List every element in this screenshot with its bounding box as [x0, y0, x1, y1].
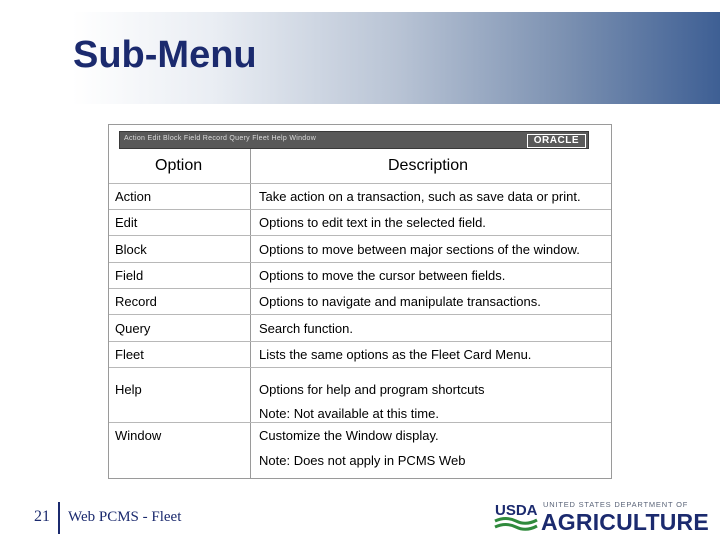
option-block: Block	[115, 242, 147, 257]
description-field: Options to move the cursor between fields.	[259, 268, 506, 283]
description-help: Options for help and program shortcuts	[259, 382, 485, 397]
row-divider	[109, 235, 611, 236]
slide-number: 21	[34, 508, 50, 525]
option-window: Window	[115, 428, 162, 443]
option-fleet: Fleet	[115, 347, 144, 362]
option-query: Query	[115, 321, 151, 336]
row-divider	[109, 288, 611, 289]
option-record: Record	[115, 294, 157, 309]
description-query: Search function.	[259, 321, 353, 336]
usda-logo-text: USDA	[495, 502, 538, 519]
note-label: Note	[259, 406, 287, 421]
option-field: Field	[115, 268, 144, 283]
option-action: Action	[115, 189, 152, 204]
menu-bar-items: Action Edit Block Field Record Query Fleet Help Window	[124, 135, 317, 142]
header-description: Description	[388, 157, 469, 174]
note-text: : Not available at this time.	[286, 406, 439, 421]
description-fleet: Lists the same options as the Fleet Card Menu.	[259, 347, 532, 362]
row-divider	[109, 422, 611, 423]
note-label: Note	[259, 453, 287, 468]
description-block: Options to move between major sections of the window.	[259, 242, 580, 257]
oracle-menu-bar-image	[119, 131, 589, 149]
description-action: Take action on a transaction, such as save data or print.	[259, 189, 581, 204]
note-help	[259, 406, 439, 421]
note-window	[259, 453, 465, 468]
option-edit: Edit	[115, 215, 138, 230]
row-divider	[109, 341, 611, 342]
option-help: Help	[115, 382, 142, 397]
row-divider	[109, 183, 611, 184]
note-text: : Does not apply in PCMS Web	[286, 453, 466, 468]
row-divider	[109, 209, 611, 210]
description-record: Options to navigate and manipulate transactions.	[259, 294, 541, 309]
header-option: Option	[155, 157, 203, 174]
row-divider	[109, 314, 611, 315]
usda-department-text: UNITED STATES DEPARTMENT OF	[543, 500, 689, 509]
usda-agriculture-text: AGRICULTURE	[541, 509, 709, 535]
oracle-logo: ORACLE	[527, 134, 586, 148]
row-divider	[109, 367, 611, 368]
slide-title: Sub-Menu	[73, 34, 257, 76]
row-divider	[109, 262, 611, 263]
footer-text: Web PCMS - Fleet	[68, 509, 182, 525]
footer-divider	[58, 502, 60, 534]
usda-logo-icon	[494, 499, 538, 533]
description-edit: Options to edit text in the selected field.	[259, 215, 486, 230]
description-window: Customize the Window display.	[259, 428, 439, 443]
